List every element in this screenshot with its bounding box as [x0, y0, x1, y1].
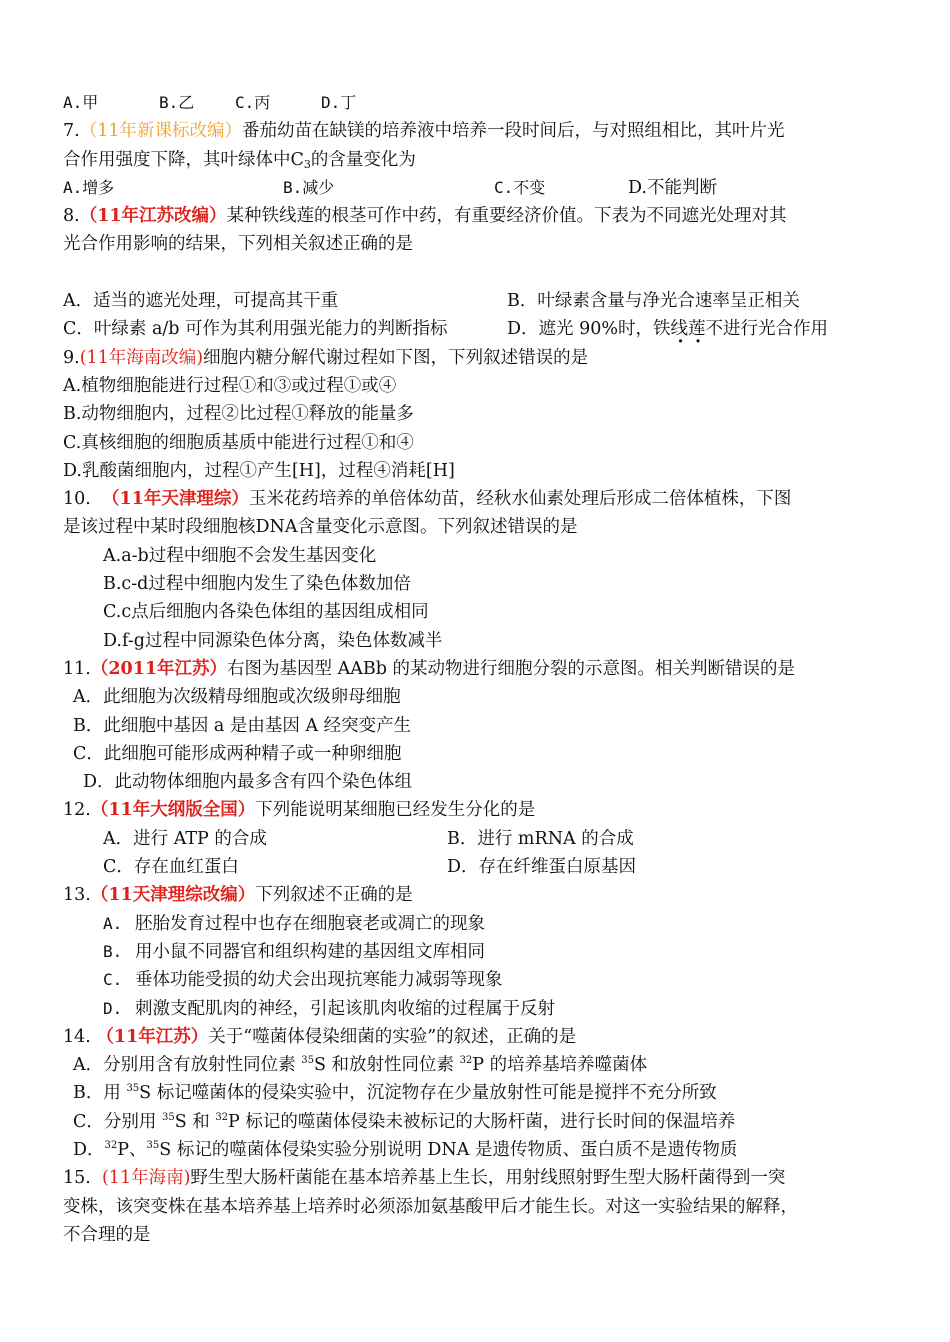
q8-option-b: B．叶绿素含量与净光合速率呈正相关 — [507, 291, 800, 312]
q14-option-d-part1: D． — [73, 1139, 105, 1160]
q7-options — [63, 174, 873, 202]
q14-option-a-part3: P 的培养基培养噬菌体 — [472, 1055, 648, 1076]
q7-stem-part1: 番茄幼苗在缺镁的培养液中培养一段时间后，与对照组相比，其叶片光 — [241, 121, 785, 142]
q13-option-c-letter: C. — [103, 970, 123, 990]
q9-number: 9. — [63, 347, 80, 368]
q12-option-b: B．进行 mRNA 的合成 — [447, 828, 634, 849]
q9-option-b: B.动物细胞内，过程②比过程①释放的能量多 — [63, 404, 414, 425]
q8-table-space — [63, 259, 873, 287]
q11-stem — [63, 655, 873, 683]
q10-stem-line1 — [63, 485, 873, 513]
q15-stem-line1 — [63, 1164, 873, 1192]
q13-option-c-text: 垂体功能受损的幼犬会出现抗寒能力减弱等现象 — [135, 970, 503, 991]
q7-source-tag: （11年新课标改编） — [79, 121, 242, 142]
q8-option-a: A．适当的遮光处理，可提高其干重 — [63, 291, 339, 312]
q10-option-d: D.f-g过程中同源染色体分离，染色体数减半 — [103, 630, 443, 651]
q14-option-d-sup2: 35 — [146, 1139, 160, 1151]
q12-options-row2 — [63, 853, 873, 881]
q15-stem-line3: 不合理的是 — [63, 1224, 151, 1245]
q14-option-c-part2: S 和 — [174, 1111, 216, 1132]
q6-option-a: A.甲 — [63, 93, 99, 112]
q10-source-tag: （11年天津理综） — [101, 489, 249, 510]
q14-option-b — [63, 1079, 873, 1107]
q6-option-c: C.丙 — [235, 93, 271, 112]
q13-stem — [63, 881, 873, 909]
q14-number: 14. — [63, 1026, 91, 1047]
q11-source-tag: （2011年江苏） — [90, 658, 228, 679]
q13-option-a-letter: A. — [103, 913, 123, 933]
q8-option-d-part2: 不进行光合作用 — [705, 319, 828, 340]
q14-option-c — [63, 1108, 873, 1136]
q8-option-c: C．叶绿素 a/b 可作为其利用强光能力的判断指标 — [63, 319, 448, 340]
q8-stem-part2: 光合作用影响的结果，下列相关叙述正确的是 — [63, 234, 413, 255]
q7-stem-line2 — [63, 146, 873, 174]
q7-number: 7. — [63, 121, 80, 142]
q15-stem-line2: 变株，该突变株在基本培养基上培养时必须添加氨基酸甲后才能生长。对这一实验结果的解释， — [63, 1196, 798, 1217]
q10-stem-line2: 是该过程中某时段细胞核DNA含量变化示意图。下列叙述错误的是 — [63, 517, 578, 538]
q10-stem-part1: 玉米花药培养的单倍体幼苗，经秋水仙素处理后形成二倍体植株，下图 — [248, 489, 792, 510]
q10-option-a: A.a-b过程中细胞不会发生基因变化 — [103, 545, 377, 566]
q7-stem-line1 — [63, 117, 873, 145]
q12-number: 12. — [63, 800, 91, 821]
q9-stem-text: 细胞内糖分解代谢过程如下图，下列叙述错误的是 — [203, 347, 589, 368]
q14-stem — [63, 1023, 873, 1051]
q13-number: 13. — [63, 885, 91, 906]
q9-stem — [63, 344, 873, 372]
q14-option-a-sup1: 35 — [301, 1055, 314, 1067]
q14-option-d-sup1: 32 — [104, 1139, 118, 1151]
q10-option-c: C.c点后细胞内各染色体组的基因组成相同 — [103, 602, 429, 623]
q8-source-tag: （11年江苏改编） — [79, 206, 227, 227]
q11-stem-text: 右图为基因型 AABb 的某动物进行细胞分裂的示意图。相关判断错误的是 — [227, 658, 796, 679]
q8-stem-part1: 某种铁线莲的根茎可作中药，有重要经济价值。下表为不同遮光处理对其 — [226, 206, 787, 227]
q13-option-b — [63, 938, 873, 966]
q14-option-d-part3: S 标记的噬菌体侵染实验分别说明 DNA 是遗传物质、蛋白质不是遗传物质 — [159, 1139, 738, 1160]
q9-source-tag: (11年海南改编) — [79, 347, 204, 368]
q8-option-d-emph2: 莲 — [688, 319, 706, 340]
q11-number: 11. — [63, 658, 91, 679]
q12-stem — [63, 796, 873, 824]
q14-option-b-part2: S 标记噬菌体的侵染实验中，沉淀物存在少量放射性可能是搅拌不充分所致 — [139, 1083, 717, 1104]
q11-option-c: C．此细胞可能形成两种精子或一种卵细胞 — [73, 743, 402, 764]
q14-option-a-part1: A．分别用含有放射性同位素 — [73, 1055, 302, 1076]
q14-source-tag: （11年江苏） — [96, 1026, 209, 1047]
q13-option-c — [63, 966, 873, 994]
q10-number: 10. — [63, 489, 91, 510]
q7-option-d: D.不能判断 — [628, 177, 717, 198]
q13-option-d — [63, 995, 873, 1023]
q14-option-c-part3: P 标记的噬菌体侵染未被标记的大肠杆菌，进行长时间的保温培养 — [228, 1111, 736, 1132]
q14-option-a-sup2: 32 — [459, 1055, 473, 1067]
q13-option-d-text: 刺激支配肌肉的神经，引起该肌肉收缩的过程属于反射 — [135, 998, 555, 1019]
q14-option-b-part1: B．用 — [73, 1083, 127, 1104]
q15-number: 15. — [63, 1168, 91, 1189]
q9-option-c: C.真核细胞的细胞质基质中能进行过程①和④ — [63, 432, 414, 453]
q14-option-d — [63, 1136, 873, 1164]
q14-option-c-part1: C．分别用 — [73, 1111, 162, 1132]
q13-option-b-text: 用小鼠不同器官和组织构建的基因组文库相同 — [135, 941, 485, 962]
q13-stem-text: 下列叙述不正确的是 — [255, 885, 413, 906]
q12-options-row1 — [63, 825, 873, 853]
document-content — [63, 89, 873, 1249]
q6-options — [63, 89, 873, 117]
q7-stem-part2b: 的含量变化为 — [310, 149, 416, 170]
q14-option-a-part2: S 和放射性同位素 — [313, 1055, 460, 1076]
q9-option-a: A.植物细胞能进行过程①和③或过程①或④ — [63, 375, 397, 396]
q8-stem-line2 — [63, 230, 873, 258]
q11-option-a: A．此细胞为次级精母细胞或次级卵母细胞 — [73, 687, 401, 708]
q6-option-d: D.丁 — [321, 93, 357, 112]
q8-options-row2 — [63, 315, 873, 343]
q15-stem-part1: 野生型大肠杆菌能在基本培养基上生长，用射线照射野生型大肠杆菌得到一突 — [190, 1168, 786, 1189]
q12-option-d: D．存在纤维蛋白原基因 — [447, 857, 637, 878]
q13-option-a-text: 胚胎发育过程中也存在细胞衰老或凋亡的现象 — [135, 913, 485, 934]
q13-option-b-letter: B. — [103, 941, 123, 961]
q14-option-c-sup2: 32 — [215, 1111, 229, 1123]
q13-option-d-letter: D. — [103, 998, 123, 1018]
q6-option-b: B.乙 — [159, 93, 195, 112]
q9-option-d: D.乳酸菌细胞内，过程①产生[H]，过程④消耗[H] — [63, 460, 455, 481]
q12-stem-text: 下列能说明某细胞已经发生分化的是 — [255, 800, 536, 821]
q11-option-b: B．此细胞中基因 a 是由基因 A 经突变产生 — [73, 715, 412, 736]
q12-source-tag: （11年大纲版全国） — [90, 800, 256, 821]
q14-option-d-part2: P、 — [117, 1139, 147, 1160]
q8-option-d-emph1: 线 — [670, 319, 688, 340]
q13-option-a — [63, 910, 873, 938]
q14-option-b-sup1: 35 — [126, 1083, 140, 1095]
q7-stem-part2a: 合作用强度下降，其叶绿体中C — [63, 149, 304, 170]
q7-option-b: B.减少 — [283, 177, 335, 197]
q8-option-d-part1: D．遮光 90%时，铁 — [507, 319, 671, 340]
q15-source-tag: (11年海南) — [101, 1168, 191, 1189]
q8-option-d — [507, 315, 828, 343]
q13-source-tag: （11天津理综改编） — [90, 885, 256, 906]
q7-option-a: A.增多 — [63, 177, 115, 197]
q8-stem-line1 — [63, 202, 873, 230]
q14-stem-text: 关于“噬菌体侵染细菌的实验”的叙述，正确的是 — [208, 1026, 577, 1047]
q8-options-row1 — [63, 287, 873, 315]
q14-option-c-sup1: 35 — [161, 1111, 175, 1123]
q12-option-a: A．进行 ATP 的合成 — [103, 828, 267, 849]
q7-option-c: C.不变 — [494, 177, 546, 197]
q10-option-b: B.c-d过程中细胞内发生了染色体数加倍 — [103, 574, 411, 595]
q11-option-d: D．此动物体细胞内最多含有四个染色体组 — [83, 772, 413, 793]
q14-option-a — [63, 1051, 873, 1079]
q8-number: 8. — [63, 206, 80, 227]
q12-option-c: C．存在血红蛋白 — [103, 857, 239, 878]
q7-stem-subscript: 3 — [303, 157, 311, 171]
